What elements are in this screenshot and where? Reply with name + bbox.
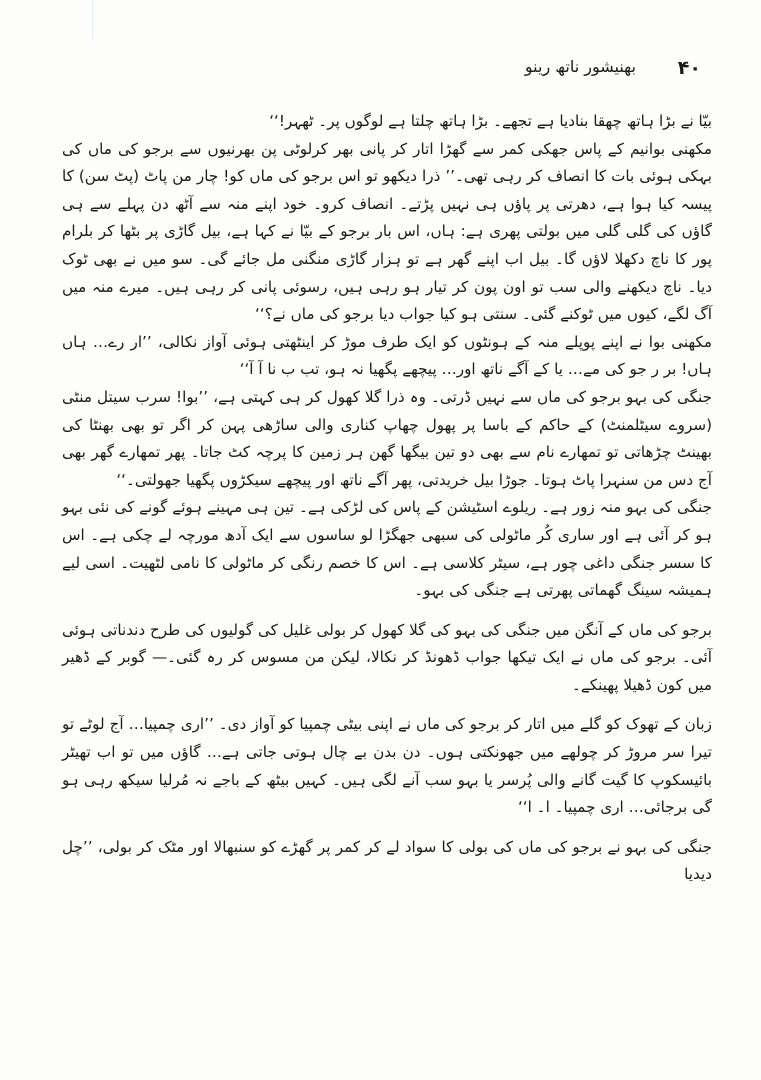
paragraph: مکھنی بوانیم کے پاس جھکی کمر سے گھڑا اتار کر پانی بھر کرلوٹی پن بھرنیوں سے برجو کی ماں کی بہکی ہوئی بات کا انصاف کر رہی تھی۔’’ ذرا دیکھو تو اس برجو کی ماں کو! چار من پاٹ (پٹ سن) کا پیسہ کیا ہوا ہے، دھرتی پر پاؤں ہی نہیں پڑتے۔ انصاف کرو۔ خود اپنے منہ سے آٹھ دن پہلے سے ہی گاؤں کی گلی گلی میں بولتی پھری ہے: ہاں، اس بار برجو کے بیّا نے کہا ہے، بیل گاڑی پر بٹھا کر بلرام پور کا ناچ دکھلا لاؤں گا۔ بیل اب اپنے گھر ہے تو ہزار گاڑی منگنی مل جائے گی۔ سو میں نے بھی ٹوک دیا۔ ناچ دیکھنے والی سب تو اون پون کر تیار ہو رہی ہیں، رسوئی پانی کر رہی ہیں۔ میرے منہ میں آگ لگے، کیوں میں ٹوکنے گئی۔ سنتی ہو کیا جواب دیا برجو کی ماں نے؟‘‘ — [62, 139, 712, 324]
running-head: بھنیشور ناتھ رینو — [524, 57, 636, 76]
body-text — [62, 108, 712, 889]
page-header — [0, 55, 761, 89]
paragraph: زبان کے تھوک کو گلے میں اتار کر برجو کی ماں نے اپنی بیٹی چمپیا کو آواز دی۔ ’’اری چمپیا… آج لوٹے تو تیرا سر مروڑ کر چولھے میں جھونکتی ہوں۔ دن بدن بے چال ہوتی جاتی ہے… گاؤں میں تو اب تھیٹر بائیسکوپ کا گیت گانے والی پُرسر یا بہو سب آنے لگی ہیں۔ کہیں بیٹھ کے باجے نہ مُرلیا سیکھ رہی ہو گی برجائی… اری چمپیا۔ ا۔ ا‘‘ — [62, 715, 712, 817]
scan-mark — [92, 0, 123, 40]
paragraph: مکھنی بوا نے اپنے پوپلے منہ کے ہونٹوں کو ایک طرف موڑ کر اینٹھتی ہوئی آواز نکالی، ’’ار رے… ہاں ہاں! بر ر جو کی مے… یا کے آگے ناتھ اور… پیچھے پگھیا نہ ہو، تب ب نا آ آ‘‘ — [62, 332, 712, 379]
paragraph: برجو کی ماں کے آنگن میں جنگی کی بہو کی گلا کھول کر بولی غلیل کی گولیوں کی طرح دندناتی ہوئی آئی۔ برجو کی ماں نے ایک تیکھا جواب ڈھونڈ کر نکالا، لیکن من مسوس کر رہ گئی۔— گوبر کے ڈھیر میں کون ڈھیلا پھینکے۔ — [62, 620, 712, 694]
paragraph: جنگی کی بہو برجو کی ماں سے نہیں ڈرتی۔ وہ ذرا گلا کھول کر ہی کہتی ہے، ’’بوا! سرب سیتل منٹی (سروے سیٹلمنٹ) کے حاکم کے باسا پر پھول چھاپ کناری والی ساڑھی پہن کر اگر تو بھی بھنٹا کی بھینٹ چڑھاتی تو تمھارے نام سے بھی دو تین بیگھا گھن ہر زمین کا پرچہ کٹ جاتا۔ پھر تمھارے گھر بھی آج دس من سنہرا پاٹ ہوتا۔ جوڑا بیل خریدتی، پھر آگے ناتھ اور پیچھے سیکڑوں پگھیا جھولتی۔‘‘ — [62, 387, 712, 489]
paragraph: بیّا نے بڑا ہاتھ چھقا بنادیا ہے تجھے۔ بڑا ہاتھ چلتا ہے لوگوں پر۔ ٹھہر!‘‘ — [269, 112, 712, 130]
page-number: ۴۰ — [677, 57, 701, 79]
paragraph: جنگی کی بہو نے برجو کی ماں کی بولی کا سواد لے کر کمر پر گھڑے کو سنبھالا اور مٹک کر بولی، ’’چل دیدیا — [62, 837, 712, 884]
paragraph: جنگی کی بہو منہ زور ہے۔ ریلوے اسٹیشن کے پاس کی لڑکی ہے۔ تین ہی مہینے ہوئے گونے کی نئی بہو ہو کر آئی ہے اور ساری کُر ماٹولی کی سبھی جھگڑا لو ساسوں سے ایک آدھ مورچہ لے چکی ہے۔ اس کا سسر جنگی داغی چور ہے، سیٹر کلاسی ہے۔ اس کا خصم رنگی کر ماٹولی کا نامی لٹھیت۔ اسی لیے ہمیشہ سینگ گھماتی پھرتی ہے جنگی کی بہو۔ — [62, 498, 712, 600]
